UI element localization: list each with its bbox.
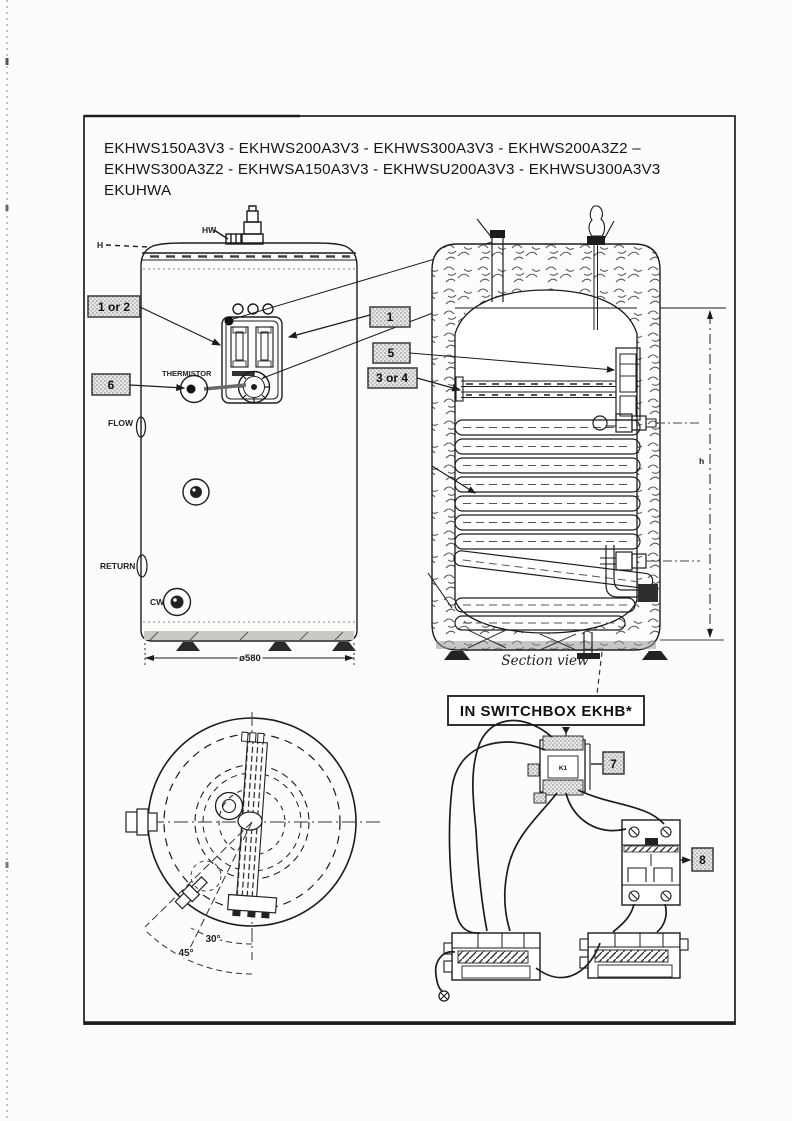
return-label: RETURN bbox=[100, 561, 136, 571]
section-view-caption: Section view bbox=[501, 653, 589, 669]
thermistor bbox=[181, 376, 247, 403]
cold-water-fitting bbox=[164, 589, 191, 616]
contactor-block bbox=[622, 820, 680, 905]
callout-3-or-4 bbox=[368, 368, 417, 388]
wire-end-connector bbox=[439, 991, 449, 1001]
hw-label: HW bbox=[202, 225, 217, 235]
hot-water-pipe bbox=[214, 230, 241, 244]
safety-valve-fitting bbox=[242, 206, 263, 244]
callout-8 bbox=[692, 848, 713, 871]
document-title bbox=[104, 140, 660, 199]
side-coupling bbox=[126, 809, 157, 835]
return-fitting bbox=[137, 555, 147, 577]
thermistor-label: THERMISTOR bbox=[162, 369, 212, 378]
switchbox-label-box bbox=[448, 696, 644, 725]
angle-45-label: 45° bbox=[178, 948, 194, 959]
wiring-diagram bbox=[436, 696, 713, 1001]
callout-1 bbox=[370, 307, 410, 327]
diameter-dimension bbox=[145, 643, 354, 665]
top-view bbox=[126, 712, 382, 974]
svg-text:3 or 4: 3 or 4 bbox=[375, 371, 409, 385]
scan-artifacts bbox=[6, 0, 9, 1121]
svg-text:8: 8 bbox=[699, 853, 706, 867]
h-label: H bbox=[97, 240, 104, 250]
svg-text:5: 5 bbox=[387, 346, 395, 360]
height-dimension bbox=[660, 310, 724, 640]
relay-k1 bbox=[528, 727, 602, 803]
title-line-3: EKUHWA bbox=[104, 182, 172, 199]
relay-label: K1 bbox=[558, 765, 568, 772]
tank-foot bbox=[176, 642, 200, 651]
callout-7 bbox=[603, 752, 624, 774]
callout-5 bbox=[373, 343, 410, 363]
mid-fitting bbox=[183, 479, 209, 505]
title-line-2: EKHWS300A3Z2 - EKHWSA150A3V3 - EKHWSU200A3V3 - EKHWSU300A3V3 bbox=[104, 161, 661, 178]
diameter-label: ø580 bbox=[239, 653, 261, 664]
svg-text:7: 7 bbox=[610, 757, 617, 771]
callout-1-or-2 bbox=[88, 296, 140, 317]
angle-30-label: 30° bbox=[205, 934, 221, 945]
tank-foot bbox=[444, 651, 470, 660]
svg-text:6: 6 bbox=[107, 378, 115, 392]
title-line-1: EKHWS150A3V3 - EKHWS200A3V3 - EKHWS300A3V3 - EKHWS200A3Z2 – bbox=[104, 140, 641, 157]
callout-6 bbox=[92, 374, 130, 395]
section-view-tank bbox=[289, 206, 726, 694]
flow-label: FLOW bbox=[108, 418, 134, 428]
heater-fuse bbox=[231, 327, 248, 367]
tank-foot bbox=[268, 642, 292, 651]
center-boss bbox=[238, 812, 262, 830]
svg-text:1: 1 bbox=[386, 310, 394, 324]
tank-foot bbox=[332, 642, 356, 651]
svg-text:IN SWITCHBOX EKHB*: IN SWITCHBOX EKHB* bbox=[459, 703, 633, 720]
terminal-block-left bbox=[444, 933, 540, 980]
heater-fuse bbox=[256, 327, 273, 367]
inner-vessel bbox=[455, 290, 637, 633]
terminal-block-right bbox=[580, 933, 688, 978]
top-socket bbox=[216, 793, 243, 820]
svg-text:1 or 2: 1 or 2 bbox=[97, 300, 131, 314]
tank-foot bbox=[642, 651, 668, 660]
tank-outline bbox=[141, 243, 357, 630]
h-dim-label: h bbox=[699, 456, 705, 466]
cw-label: CW bbox=[150, 597, 165, 607]
